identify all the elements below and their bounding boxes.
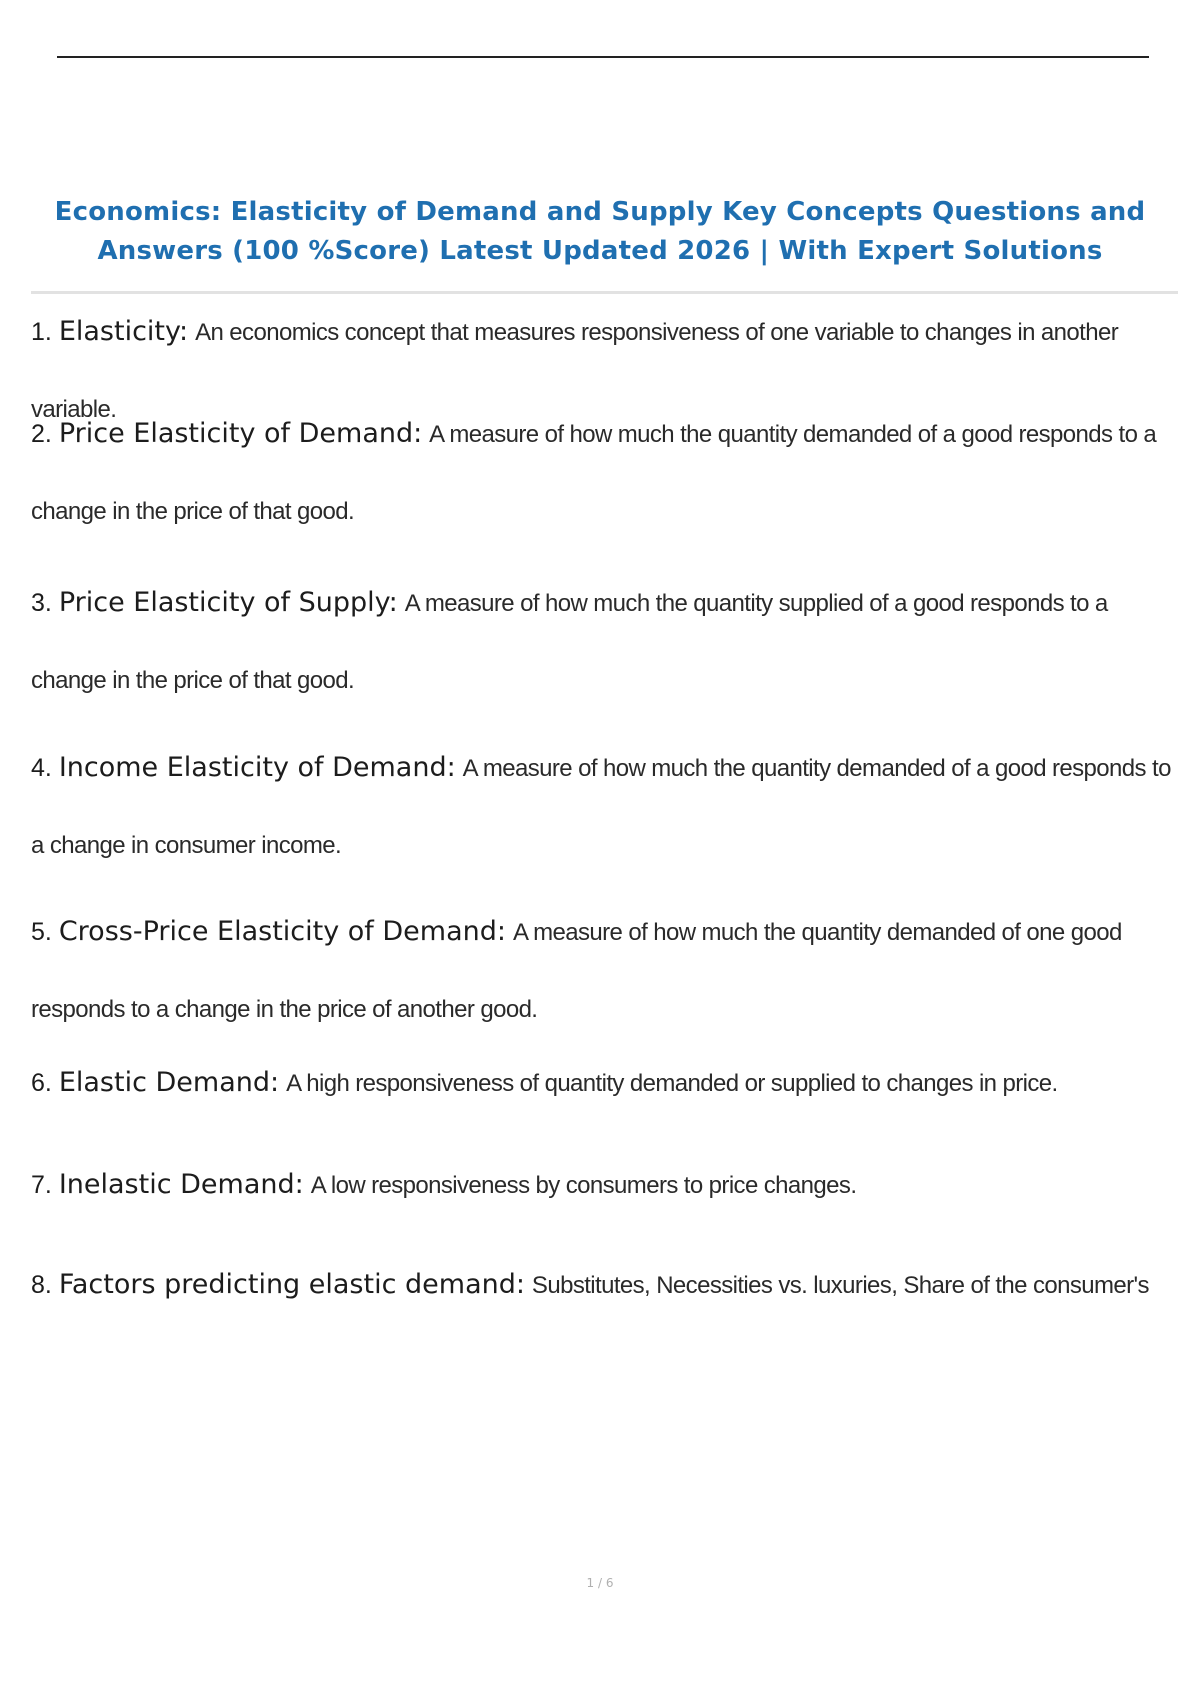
item-number: 7. [31,1171,52,1199]
item-definition: A measure of how much the quantity demanded of a good responds to a change in consumer income. [31,755,1171,859]
item-number: 3. [31,589,52,617]
item-definition: Substitutes, Necessities vs. luxuries, Share of the consumer's [531,1272,1149,1299]
item-definition: A measure of how much the quantity demanded of one good responds to a change in the price of another good. [31,919,1122,1023]
item-term: Income Elasticity of Demand: [58,752,456,783]
item-number: 8. [31,1271,52,1299]
item-number: 6. [31,1069,52,1097]
item-number: 4. [31,754,52,782]
list-item [31,1045,1181,1122]
item-definition: A low responsiveness by consumers to price changes. [310,1172,857,1199]
top-rule [57,56,1149,58]
list-item [31,730,1181,884]
item-number: 1. [31,318,52,346]
page-number: 1 / 6 [586,1576,614,1590]
item-definition: An economics concept that measures responsiveness of one variable to changes in another variable. [31,319,1119,423]
item-term: Price Elasticity of Demand: [58,418,423,449]
list-item [31,396,1181,550]
item-term: Elasticity: [58,316,189,347]
item-number: 5. [31,918,52,946]
item-definition: A high responsiveness of quantity demanded or supplied to changes in price. [286,1070,1058,1097]
document-title: Economics: Elasticity of Demand and Supply Key Concepts Questions and Answers (100 %Score) Latest Updated 2026 | With Expert Solutions [54,197,1146,266]
list-item [31,565,1181,719]
list-item [31,894,1181,1048]
item-term: Factors predicting elastic demand: [58,1269,525,1300]
item-definition: A measure of how much the quantity demanded of a good responds to a change in the price of that good. [31,421,1157,525]
item-term: Elastic Demand: [58,1067,280,1098]
list-item [31,1247,1181,1324]
item-definition: A measure of how much the quantity supplied of a good responds to a change in the price of that good. [31,590,1108,694]
item-term: Cross-Price Elasticity of Demand: [58,916,506,947]
item-term: Price Elasticity of Supply: [58,587,398,618]
item-term: Inelastic Demand: [58,1169,304,1200]
item-number: 2. [31,420,52,448]
list-item [31,1147,1181,1224]
